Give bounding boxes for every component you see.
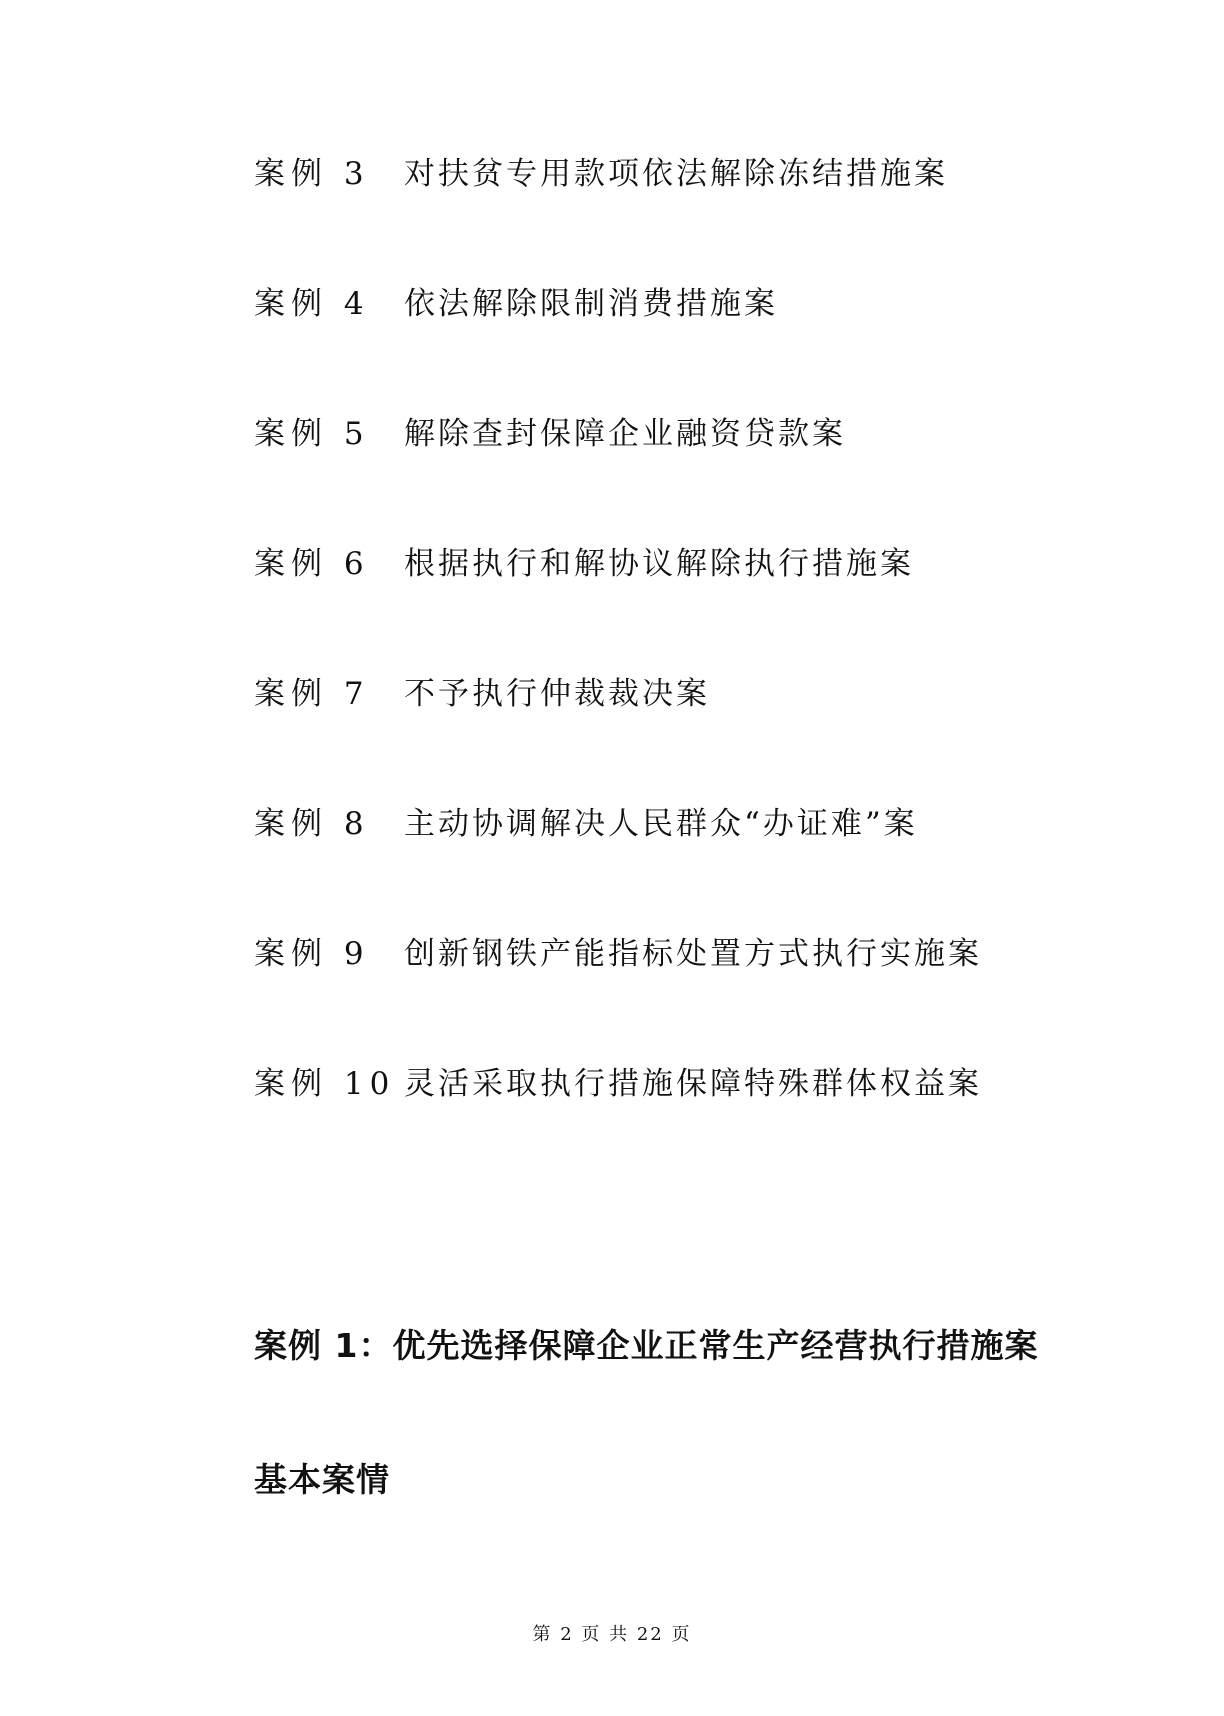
toc-item-label: 案例 8: [254, 806, 370, 842]
toc-item-title: 灵活采取执行措施保障特殊群体权益案: [404, 1066, 982, 1102]
toc-item-label: 案例 5: [254, 416, 370, 452]
toc-item-title: 主动协调解决人民群众“办证难”案: [404, 806, 918, 842]
toc-item-label: 案例 3: [254, 156, 370, 192]
toc-item-title: 依法解除限制消费措施案: [404, 286, 778, 322]
toc-item-5: [254, 410, 846, 458]
toc-item-6: [254, 540, 914, 588]
toc-item-label: 案例 7: [254, 676, 370, 712]
toc-item-title: 对扶贫专用款项依法解除冻结措施案: [404, 156, 948, 192]
toc-item-7: [254, 670, 710, 718]
toc-item-label: 案例 4: [254, 286, 370, 322]
toc-item-3: [254, 150, 948, 198]
toc-item-10: [254, 1060, 982, 1108]
toc-item-title: 解除查封保障企业融资贷款案: [404, 416, 846, 452]
page-footer: 第 2 页 共 22 页: [532, 1624, 692, 1645]
toc-item-label: 案例 9: [254, 936, 370, 972]
section-heading: 基本案情: [254, 1460, 390, 1499]
case-heading: 案例 1：优先选择保障企业正常生产经营执行措施案: [254, 1326, 1039, 1365]
toc-item-title: 创新钢铁产能指标处置方式执行实施案: [404, 936, 982, 972]
toc-item-4: [254, 280, 778, 328]
toc-item-label: 案例 6: [254, 546, 370, 582]
toc-item-9: [254, 930, 982, 978]
toc-item-label: 案例 10: [254, 1066, 396, 1102]
toc-item-8: [254, 800, 918, 848]
toc-item-title: 根据执行和解协议解除执行措施案: [404, 546, 914, 582]
toc-item-title: 不予执行仲裁裁决案: [404, 676, 710, 712]
